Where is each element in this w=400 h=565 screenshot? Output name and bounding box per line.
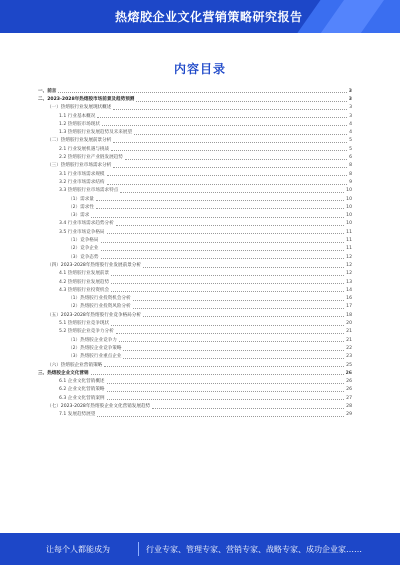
toc-entry-page: 29: [346, 412, 352, 418]
toc-entry-label: 6.3 企业文化营销案例: [59, 395, 105, 401]
toc-entry[interactable]: [38, 127, 352, 135]
toc-entry-label: 5.1 热熔胶行业竞争现状: [59, 321, 110, 327]
document-title: 热熔胶企业文化营销策略研究报告: [115, 10, 303, 24]
toc-entry-page: 10: [346, 188, 352, 194]
toc-entry[interactable]: [38, 119, 352, 127]
toc-entry-label: 2.2 热熔胶行业产业链发展趋势: [59, 155, 123, 161]
toc-leader-dots: [97, 117, 347, 118]
toc-leader-dots: [111, 291, 344, 292]
toc-leader-dots: [107, 175, 348, 176]
toc-leader-dots: [97, 416, 344, 417]
toc-entry[interactable]: [38, 285, 352, 293]
toc-entry-label: （二）热熔胶行业发展前景分析: [47, 138, 112, 144]
toc-entry-page: 13: [346, 279, 352, 285]
toc-entry-page: 4: [349, 130, 352, 136]
toc-entry[interactable]: [38, 318, 352, 326]
toc-entry-page: 5: [349, 146, 352, 152]
toc-entry-page: 3: [348, 97, 352, 102]
toc-entry[interactable]: [38, 376, 352, 384]
toc-leader-dots: [107, 399, 345, 400]
toc-entry[interactable]: [38, 327, 352, 335]
toc-entry-page: 9: [349, 179, 352, 185]
toc-entry[interactable]: [38, 410, 352, 418]
toc-entry[interactable]: [38, 352, 352, 360]
toc-entry[interactable]: [38, 235, 352, 243]
toc-leader-dots: [125, 159, 347, 160]
toc-entry[interactable]: [38, 302, 352, 310]
toc-entry-page: 12: [346, 254, 352, 260]
toc-entry[interactable]: [38, 136, 352, 144]
footer-banner: [0, 533, 400, 565]
toc-entry-page: 14: [346, 287, 352, 293]
toc-entry-label: 7.1 发展趋势展望: [59, 412, 96, 418]
header-banner: [0, 0, 400, 33]
toc-entry-label: 二、2023-2028年热熔胶市场前景及趋势预测: [38, 97, 135, 102]
toc-entry-label: （一）热熔胶行业发展现状概述: [47, 105, 112, 111]
toc-entry-label: （2）需求性: [68, 204, 94, 210]
toc-leader-dots: [107, 184, 348, 185]
toc-leader-dots: [111, 325, 344, 326]
toc-entry-label: 3.1 行业市场需求规模: [59, 171, 105, 177]
toc-entry-label: 3.5 行业市场竞争格局: [59, 229, 105, 235]
toc-entry[interactable]: [38, 343, 352, 351]
toc-entry-label: 3.4 行业市场需求趋势分析: [59, 221, 114, 227]
toc-entry-page: 10: [346, 221, 352, 227]
toc-entry[interactable]: [38, 169, 352, 177]
toc-entry[interactable]: [38, 269, 352, 277]
toc-leader-dots: [107, 233, 345, 234]
toc-leader-dots: [96, 200, 344, 201]
toc-entry-label: 4.1 热熔胶行业发展前景: [59, 271, 110, 277]
toc-entry-label: （1）需求量: [68, 196, 94, 202]
toc-leader-dots: [91, 374, 344, 375]
toc-leader-dots: [133, 300, 344, 301]
toc-entry[interactable]: [38, 161, 352, 169]
toc-entry-page: 21: [346, 329, 352, 335]
toc-entry-label: 三、热熔胶企业文化营销: [38, 370, 89, 376]
toc-leader-dots: [104, 366, 344, 367]
toc-entry-label: 1.2 热熔胶市场现状: [59, 121, 100, 127]
toc-leader-dots: [102, 125, 347, 126]
toc-entry[interactable]: [38, 385, 352, 393]
toc-entry-page: 3: [349, 113, 352, 119]
toc-entry[interactable]: [38, 186, 352, 194]
toc-entry-page: 21: [346, 337, 352, 343]
toc-leader-dots: [96, 208, 344, 209]
toc-entry-label: 2.1 行业发展机遇与挑战: [59, 146, 110, 152]
toc-entry-page: 11: [346, 229, 352, 235]
toc-entry[interactable]: [38, 210, 352, 218]
toc-leader-dots: [113, 167, 347, 168]
toc-leader-dots: [119, 341, 344, 342]
toc-leader-dots: [101, 242, 345, 243]
toc-entry[interactable]: [38, 260, 352, 268]
toc-entry-page: 26: [345, 370, 352, 376]
toc-entry-page: 28: [346, 403, 352, 409]
toc-entry-page: 12: [346, 271, 352, 277]
toc-leader-dots: [111, 275, 344, 276]
toc-leader-dots: [101, 258, 345, 259]
toc-entry-label: （七）2023-2028年热熔胶企业文化营销发展趋势: [47, 403, 151, 409]
toc-entry-label: （四）2023-2028年热熔胶行业发展前景分析: [47, 262, 141, 268]
toc-entry-label: 5.2 热熔胶企业竞争力分析: [59, 329, 114, 335]
toc-leader-dots: [58, 92, 346, 93]
toc-entry-page: 25: [346, 362, 352, 368]
toc-leader-dots: [113, 109, 347, 110]
toc-entry[interactable]: [38, 244, 352, 252]
toc-entry[interactable]: [38, 310, 352, 318]
table-of-contents: [38, 86, 352, 506]
toc-entry-page: 10: [346, 213, 352, 219]
toc-entry[interactable]: [38, 393, 352, 401]
toc-entry-label: （3）热熔胶行业重点企业: [68, 354, 122, 360]
toc-entry[interactable]: [38, 202, 352, 210]
toc-entry[interactable]: [38, 219, 352, 227]
toc-entry-label: （3）竞争态势: [68, 254, 99, 260]
toc-entry[interactable]: [38, 277, 352, 285]
toc-entry-label: （五）2023-2028年热熔胶行业竞争格局分析: [47, 312, 141, 318]
toc-entry[interactable]: [38, 152, 352, 160]
toc-entry[interactable]: [38, 368, 352, 376]
toc-heading: 内容目录: [173, 62, 226, 76]
toc-entry-page: 22: [346, 345, 352, 351]
footer-slogan: 让每个人都能成为: [46, 545, 110, 554]
toc-leader-dots: [133, 308, 344, 309]
toc-entry[interactable]: [38, 360, 352, 368]
toc-leader-dots: [107, 383, 345, 384]
toc-entry-page: 16: [346, 296, 352, 302]
toc-entry-page: 17: [346, 304, 352, 310]
toc-entry-page: 3: [348, 88, 352, 94]
toc-entry[interactable]: [38, 177, 352, 185]
toc-entry-label: （三）热熔胶行业市场需求分析: [47, 163, 112, 169]
toc-entry-label: 1.1 行业基本概况: [59, 113, 96, 119]
toc-entry-label: 6.2 企业文化营销策略: [59, 387, 105, 393]
toc-entry-page: 20: [346, 321, 352, 327]
toc-entry-page: 27: [346, 395, 352, 401]
toc-entry[interactable]: [38, 86, 352, 94]
toc-leader-dots: [143, 316, 344, 317]
toc-leader-dots: [101, 250, 345, 251]
toc-entry-page: 23: [346, 354, 352, 360]
toc-entry-label: （1）热熔胶企业竞争力: [68, 337, 117, 343]
toc-leader-dots: [111, 150, 347, 151]
toc-entry-label: （六）热熔胶企业营销策略: [47, 362, 103, 368]
toc-entry-page: 3: [349, 105, 352, 111]
toc-entry[interactable]: [38, 401, 352, 409]
footer-divider: [138, 542, 139, 556]
toc-entry-label: （2）热熔胶企业竞争策略: [68, 345, 122, 351]
toc-leader-dots: [91, 217, 344, 218]
toc-entry[interactable]: [38, 227, 352, 235]
toc-entry-page: 6: [349, 155, 352, 161]
toc-entry-label: 3.2 行业市场需求结构: [59, 179, 105, 185]
toc-entry[interactable]: [38, 111, 352, 119]
toc-leader-dots: [134, 134, 347, 135]
toc-entry[interactable]: [38, 94, 352, 102]
toc-entry-page: 11: [346, 246, 352, 252]
toc-entry[interactable]: [38, 103, 352, 111]
toc-entry[interactable]: [38, 335, 352, 343]
toc-entry-label: （3）需求: [68, 213, 90, 219]
toc-leader-dots: [123, 350, 344, 351]
toc-entry-page: 12: [346, 262, 352, 268]
toc-entry-page: 10: [346, 196, 352, 202]
toc-entry[interactable]: [38, 252, 352, 260]
toc-leader-dots: [152, 408, 344, 409]
toc-entry-label: 4.3 热熔胶行业投资机会: [59, 287, 110, 293]
toc-entry-label: 1.3 热熔胶行业发展趋势及未来展望: [59, 130, 133, 136]
toc-entry-page: 4: [349, 121, 352, 127]
toc-entry-page: 11: [346, 238, 352, 244]
toc-entry-page: 5: [349, 138, 352, 144]
toc-entry-label: （1）竞争格局: [68, 238, 99, 244]
toc-entry-label: 一、前言: [38, 88, 57, 94]
toc-leader-dots: [136, 101, 346, 102]
toc-entry-page: 8: [349, 171, 352, 177]
toc-leader-dots: [116, 225, 344, 226]
toc-entry-page: 8: [349, 163, 352, 169]
toc-entry-label: 6.1 企业文化营销概述: [59, 379, 105, 385]
footer-tagline: 行业专家、管理专家、营销专家、战略专家、成功企业家……: [146, 545, 362, 554]
toc-leader-dots: [116, 333, 344, 334]
toc-entry-page: 26: [346, 387, 352, 393]
toc-entry-page: 18: [346, 312, 352, 318]
toc-entry-label: （1）热熔胶行业投资机会分析: [68, 296, 131, 302]
toc-entry-page: 10: [346, 204, 352, 210]
toc-leader-dots: [107, 391, 345, 392]
toc-leader-dots: [113, 142, 347, 143]
toc-entry-label: 4.2 热熔胶行业发展趋势: [59, 279, 110, 285]
toc-leader-dots: [120, 192, 344, 193]
toc-entry-page: 26: [346, 379, 352, 385]
toc-entry-label: 3.3 热熔胶行业市场需求特点: [59, 188, 119, 194]
toc-entry[interactable]: [38, 293, 352, 301]
toc-entry-label: （2）竞争企业: [68, 246, 99, 252]
toc-entry[interactable]: [38, 194, 352, 202]
toc-entry[interactable]: [38, 144, 352, 152]
toc-entry-label: （2）热熔胶行业投资风险分析: [68, 304, 131, 310]
toc-leader-dots: [143, 267, 344, 268]
toc-leader-dots: [111, 283, 344, 284]
toc-leader-dots: [123, 358, 344, 359]
